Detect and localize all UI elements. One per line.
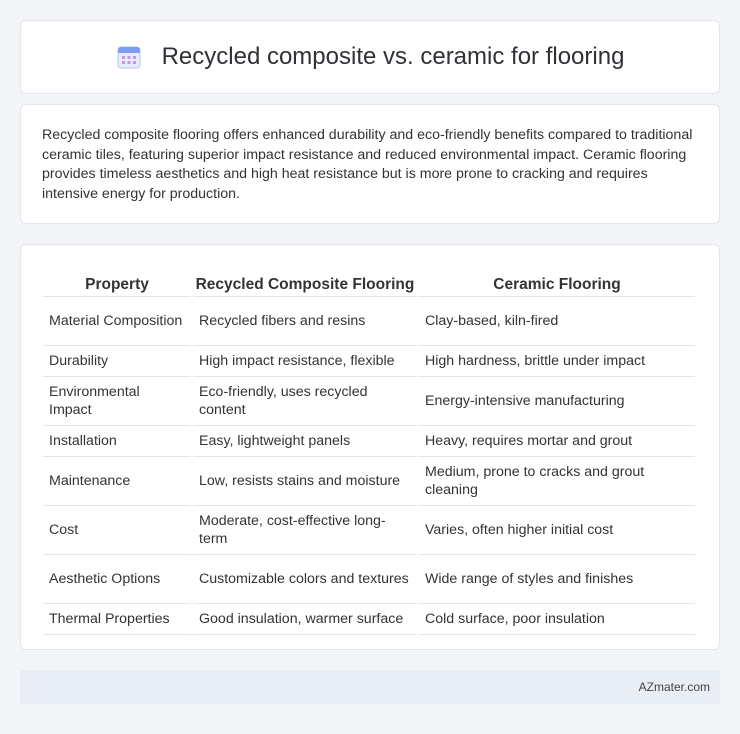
table-cell-property: Aesthetic Options xyxy=(43,555,191,604)
calendar-icon xyxy=(116,44,142,70)
table-cell-ceramic: High hardness, brittle under impact xyxy=(419,346,695,377)
table-cell-property: Environmental Impact xyxy=(43,377,191,426)
footer-bar xyxy=(20,670,720,704)
column-header-recycled-composite: Recycled Composite Flooring xyxy=(193,265,417,297)
table-cell-ceramic: Wide range of styles and finishes xyxy=(419,555,695,604)
table-header-row xyxy=(43,265,695,297)
table-cell-composite: Customizable colors and textures xyxy=(193,555,417,604)
table-cell-composite: Recycled fibers and resins xyxy=(193,297,417,346)
page-title: Recycled composite vs. ceramic for flooring xyxy=(161,43,625,70)
table-cell-composite: Moderate, cost-effective long-term xyxy=(193,506,417,555)
table-cell-property: Thermal Properties xyxy=(43,604,191,635)
column-header-ceramic: Ceramic Flooring xyxy=(419,265,695,297)
table-row xyxy=(43,297,695,346)
table-cell-property: Material Composition xyxy=(43,297,191,346)
table-cell-ceramic: Medium, prone to cracks and grout cleaning xyxy=(419,457,695,506)
comparison-table xyxy=(41,265,697,635)
table-cell-property: Installation xyxy=(43,426,191,457)
table-cell-property: Maintenance xyxy=(43,457,191,506)
table-cell-ceramic: Varies, often higher initial cost xyxy=(419,506,695,555)
table-row xyxy=(43,426,695,457)
table-row xyxy=(43,555,695,604)
table-cell-property: Cost xyxy=(43,506,191,555)
column-header-property: Property xyxy=(43,265,191,297)
table-cell-composite: Low, resists stains and moisture xyxy=(193,457,417,506)
table-cell-property: Durability xyxy=(43,346,191,377)
table-cell-ceramic: Clay-based, kiln-fired xyxy=(419,297,695,346)
intro-card xyxy=(20,104,720,224)
table-cell-composite: High impact resistance, flexible xyxy=(193,346,417,377)
table-row xyxy=(43,506,695,555)
table-row xyxy=(43,604,695,635)
table-cell-ceramic: Cold surface, poor insulation xyxy=(419,604,695,635)
table-cell-composite: Eco-friendly, uses recycled content xyxy=(193,377,417,426)
table-cell-ceramic: Heavy, requires mortar and grout xyxy=(419,426,695,457)
comparison-card xyxy=(20,244,720,650)
title-card xyxy=(20,20,720,94)
table-row xyxy=(43,346,695,377)
table-row xyxy=(43,457,695,506)
table-cell-composite: Easy, lightweight panels xyxy=(193,426,417,457)
table-cell-composite: Good insulation, warmer surface xyxy=(193,604,417,635)
table-cell-ceramic: Energy-intensive manufacturing xyxy=(419,377,695,426)
intro-text: Recycled composite flooring offers enhanced durability and eco-friendly benefits compared to traditional ceramic tiles, featuring superior impact resistance and reduced environmental impact. Ceramic flooring provides timeless aesthetics and high heat resistance but is more prone to cracking and requires intensive energy for production. xyxy=(42,127,693,202)
table-row xyxy=(43,377,695,426)
footer-brand: AZmater.com xyxy=(638,680,710,694)
